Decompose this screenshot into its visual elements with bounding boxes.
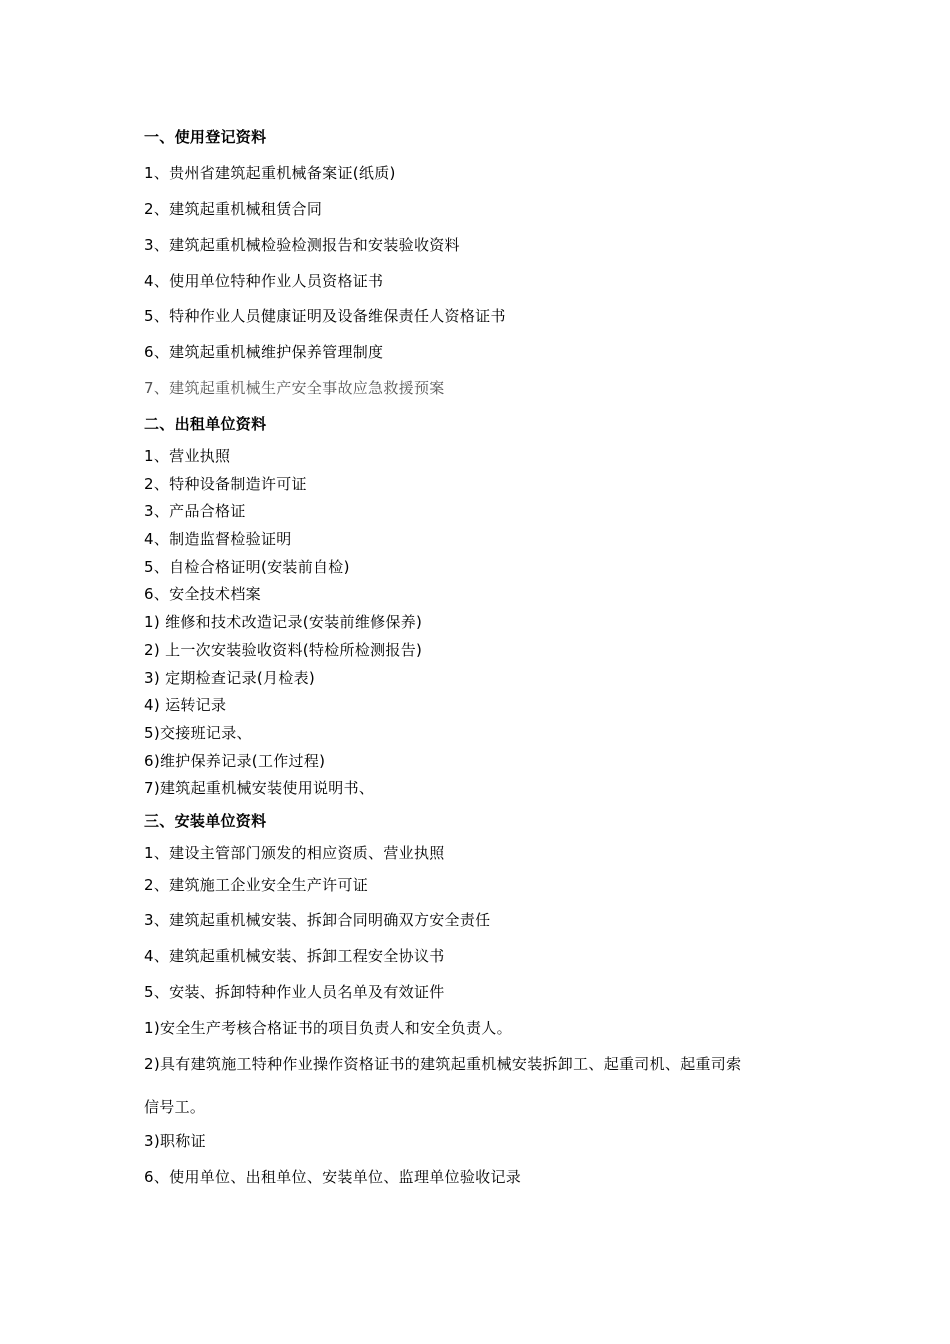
list-item: 3、建筑起重机械检验检测报告和安装验收资料 [144, 236, 460, 254]
list-item: 6、建筑起重机械维护保养管理制度 [144, 343, 384, 361]
section-heading-rental-unit: 二、出租单位资料 [144, 415, 267, 433]
list-item: 6)维护保养记录(工作过程) [144, 752, 326, 770]
list-item: 4) 运转记录 [144, 696, 227, 714]
section-heading-registration: 一、使用登记资料 [144, 128, 267, 146]
list-item: 6、安全技术档案 [144, 585, 261, 603]
list-item: 7、建筑起重机械生产安全事故应急救援预案 [144, 379, 445, 397]
list-item: 5、安装、拆卸特种作业人员名单及有效证件 [144, 983, 445, 1001]
list-item: 5、自检合格证明(安装前自检) [144, 558, 350, 576]
list-item: 1、营业执照 [144, 447, 231, 465]
list-item: 1) 维修和技术改造记录(安装前维修保养) [144, 613, 423, 631]
list-item: 1)安全生产考核合格证书的项目负责人和安全负责人。 [144, 1019, 512, 1037]
list-item: 2、特种设备制造许可证 [144, 475, 307, 493]
list-item: 2)具有建筑施工特种作业操作资格证书的建筑起重机械安装拆卸工、起重司机、起重司索 [144, 1055, 742, 1073]
list-item: 7)建筑起重机械安装使用说明书、 [144, 779, 375, 797]
list-item: 3) 定期检查记录(月检表) [144, 669, 316, 687]
section-heading-installation-unit: 三、安装单位资料 [144, 812, 267, 830]
list-item: 2、建筑起重机械租赁合同 [144, 200, 323, 218]
list-item: 5)交接班记录、 [144, 724, 252, 742]
list-item: 3、产品合格证 [144, 502, 246, 520]
list-item: 6、使用单位、出租单位、安装单位、监理单位验收记录 [144, 1168, 522, 1186]
list-item: 4、使用单位特种作业人员资格证书 [144, 272, 384, 290]
list-item: 4、建筑起重机械安装、拆卸工程安全协议书 [144, 947, 445, 965]
list-item: 2、建筑施工企业安全生产许可证 [144, 876, 369, 894]
list-item: 4、制造监督检验证明 [144, 530, 292, 548]
list-item: 1、建设主管部门颁发的相应资质、营业执照 [144, 844, 445, 862]
list-item: 3)职称证 [144, 1132, 206, 1150]
list-item: 信号工。 [144, 1098, 206, 1116]
list-item: 3、建筑起重机械安装、拆卸合同明确双方安全责任 [144, 911, 491, 929]
list-item: 2) 上一次安装验收资料(特检所检测报告) [144, 641, 423, 659]
list-item: 1、贵州省建筑起重机械备案证(纸质) [144, 164, 396, 182]
list-item: 5、特种作业人员健康证明及设备维保责任人资格证书 [144, 307, 506, 325]
